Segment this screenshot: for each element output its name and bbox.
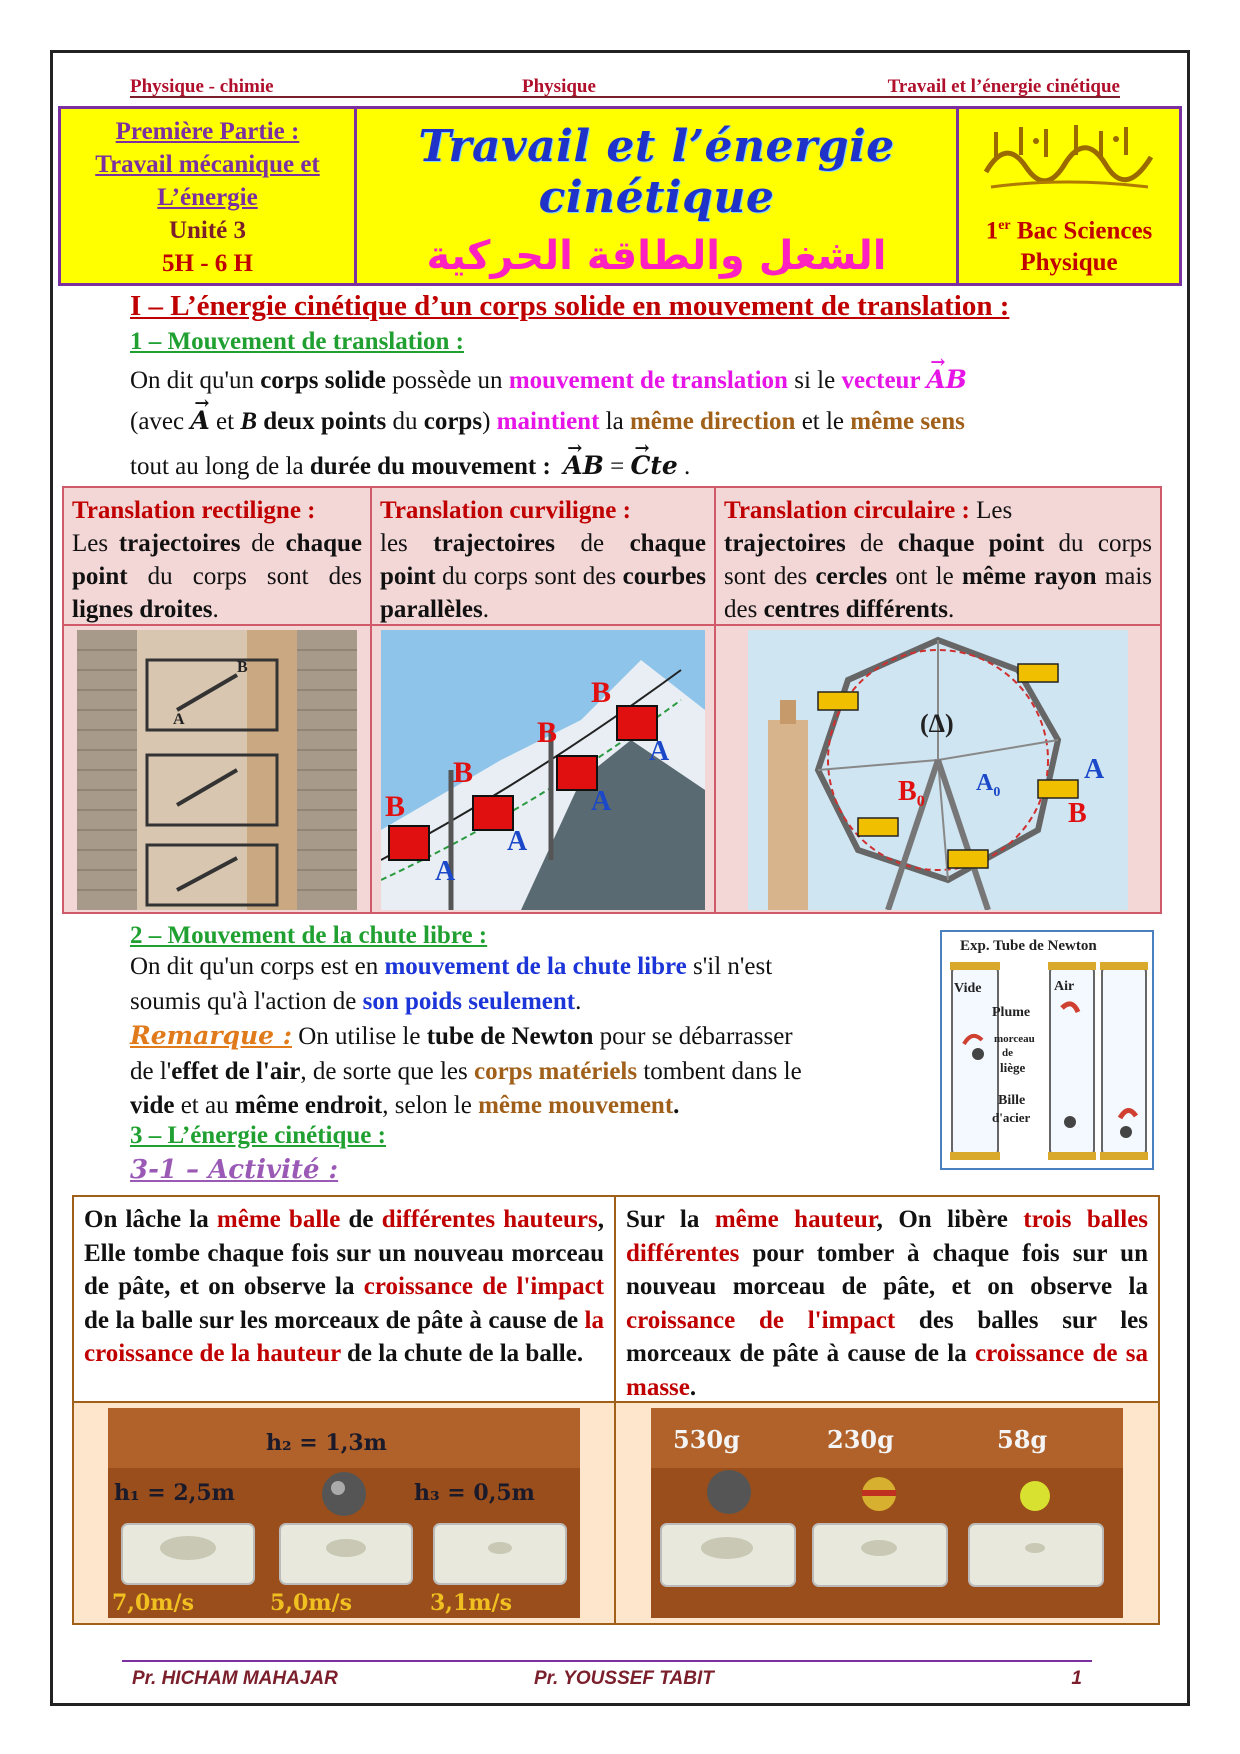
- translation-definition: On dit qu'un corps solide possède un mouvement de translation si le vecteur → AB (avec → A et B deux points du corps) maintient la même direction et le même sens tout au long de la durée du mouvement : → AB = → Cte .: [130, 360, 1160, 487]
- subsection-freefall-title: 2 – Mouvement de la chute libre :: [130, 922, 488, 949]
- title-banner: [58, 106, 1182, 286]
- branch-label: Physique: [522, 76, 596, 97]
- level-label: [959, 210, 1179, 279]
- point-a-label: A: [173, 711, 185, 728]
- wheel-a-label: A: [1084, 754, 1105, 785]
- lesson-title: Travail et l’énergie cinétique: [418, 121, 895, 223]
- circular-cell: Translation circulaire : Les trajectoires de chaque point du corps sont des cercles ont le même rayon mais des centres différents.: [724, 497, 1153, 623]
- newton-liege: liège: [1000, 1060, 1026, 1075]
- part-name-line1: Travail mécanique et: [95, 151, 320, 178]
- translation-types-table: [62, 486, 1162, 914]
- top-header-line: [130, 76, 1120, 98]
- newton-morceau: morceau: [994, 1033, 1035, 1045]
- subsection-translation-title: 1 – Mouvement de translation :: [130, 328, 464, 355]
- curvilinear-cell: Translation curviligne : les trajectoires de chaque point du corps sont des courbes parallèles.: [372, 488, 716, 624]
- page-number: 1: [1071, 1668, 1082, 1689]
- activity-table: [72, 1195, 1160, 1625]
- newton-tube-figure: [940, 930, 1154, 1170]
- point-b-label: B: [237, 659, 248, 676]
- wheel-b-label: B: [1068, 798, 1087, 829]
- mass-m1: 530g: [673, 1425, 740, 1454]
- part-info: [61, 109, 357, 283]
- newton-plume: Plume: [992, 1005, 1031, 1020]
- cable-b4: B: [591, 676, 612, 709]
- cable-b3: B: [537, 716, 558, 749]
- newton-vide: Vide: [954, 981, 982, 996]
- hours-label: 5H - 6 H: [162, 250, 253, 277]
- lesson-title-block: [357, 109, 959, 283]
- cable-a3: A: [591, 786, 612, 817]
- height-h1: h₁ = 2,5m: [114, 1480, 235, 1506]
- rectilinear-cell: Translation rectiligne : Les trajectoires de chaque point du corps sont des lignes droites.: [64, 488, 372, 624]
- author-2: Pr. YOUSSEF TABIT: [534, 1668, 714, 1689]
- speed-v1: 7,0m/s: [112, 1590, 194, 1616]
- ferris-wheel-figure: [716, 626, 1160, 914]
- chapter-label: Travail et l’énergie cinétique: [887, 76, 1120, 97]
- level-number: 1: [985, 217, 999, 245]
- level-rest: Bac Sciences: [1010, 217, 1153, 245]
- cable-a2: A: [507, 826, 528, 857]
- level-sup: er: [998, 218, 1011, 233]
- part-heading: Première Partie :: [115, 118, 300, 145]
- height-h2: h₂ = 1,3m: [266, 1430, 387, 1456]
- b0-sub: 0: [916, 793, 925, 810]
- level-line2: Physique: [1020, 249, 1118, 277]
- basmala-calligraphy-icon: [976, 117, 1162, 201]
- newton-bille: Bille: [998, 1093, 1026, 1108]
- lesson-title-arabic: الشغل والطاقة الحركية: [426, 233, 887, 279]
- author-1: Pr. HICHAM MAHAJAR: [132, 1668, 338, 1689]
- cable-a4: A: [649, 736, 670, 767]
- masses-photo: [616, 1403, 1158, 1623]
- newton-acier: d'acier: [992, 1110, 1031, 1125]
- cable-b1: B: [385, 790, 406, 823]
- speed-v3: 3,1m/s: [430, 1590, 512, 1616]
- a0-label: A: [976, 770, 994, 796]
- activity-right-text: Sur la même hauteur, On libère trois balles différentes pour tomber à chaque fois sur un nouveau morceau de pâte, et on observe la croissance de l'impact des balles sur les morceaux de pâte à cause de la croissance de sa masse.: [626, 1206, 1149, 1401]
- mass-m3: 58g: [997, 1425, 1048, 1454]
- newton-title: Exp. Tube de Newton: [960, 938, 1097, 954]
- subsection-kinetic-title: 3 – L’énergie cinétique :: [130, 1122, 386, 1149]
- newton-de: de: [1002, 1047, 1013, 1059]
- unit-label: Unité 3: [168, 217, 247, 244]
- remark-label: Remarque :: [130, 1021, 292, 1050]
- activity-left-text: On lâche la même balle de différentes hauteurs, Elle tombe chaque fois sur un nouveau morceau de pâte, et on observe la croissance de l'impact de la balle sur les morceaux de pâte à cause de la croissance de la hauteur de la chute de la balle.: [74, 1197, 616, 1401]
- b0-label: B: [898, 776, 917, 807]
- a0-sub: 0: [993, 785, 1001, 800]
- cable-b2: B: [453, 756, 474, 789]
- speed-v2: 5,0m/s: [270, 1590, 352, 1616]
- heights-photo: [74, 1403, 616, 1623]
- axis-delta-label: (Δ): [920, 709, 954, 738]
- page-footer: [122, 1660, 1092, 1690]
- newton-air: Air: [1054, 979, 1075, 994]
- freefall-definition: On dit qu'un corps est en mouvement de la chute libre s'il n'est soumis qu'à l'action de son poids seulement. Remarque : On utilise le tube de Newton pour se débarrasser de l'effet de l'air, de sorte que les corps matériels tombent dans le vide et au même endroit, selon le même mouvement.: [130, 953, 802, 1119]
- mass-m2: 230g: [827, 1425, 894, 1454]
- subject-label: Physique - chimie: [130, 76, 274, 97]
- part-name-line2: L’énergie: [157, 184, 258, 211]
- height-h3: h₃ = 0,5m: [414, 1480, 535, 1506]
- activity-title: 3-1 – Activité :: [130, 1155, 339, 1185]
- cable-a1: A: [435, 856, 456, 887]
- level-block: [959, 109, 1179, 283]
- section-title: I – L’énergie cinétique d’un corps solide en mouvement de translation :: [130, 290, 1010, 322]
- elevator-figure: [64, 626, 372, 914]
- cablecar-figure: [372, 626, 716, 914]
